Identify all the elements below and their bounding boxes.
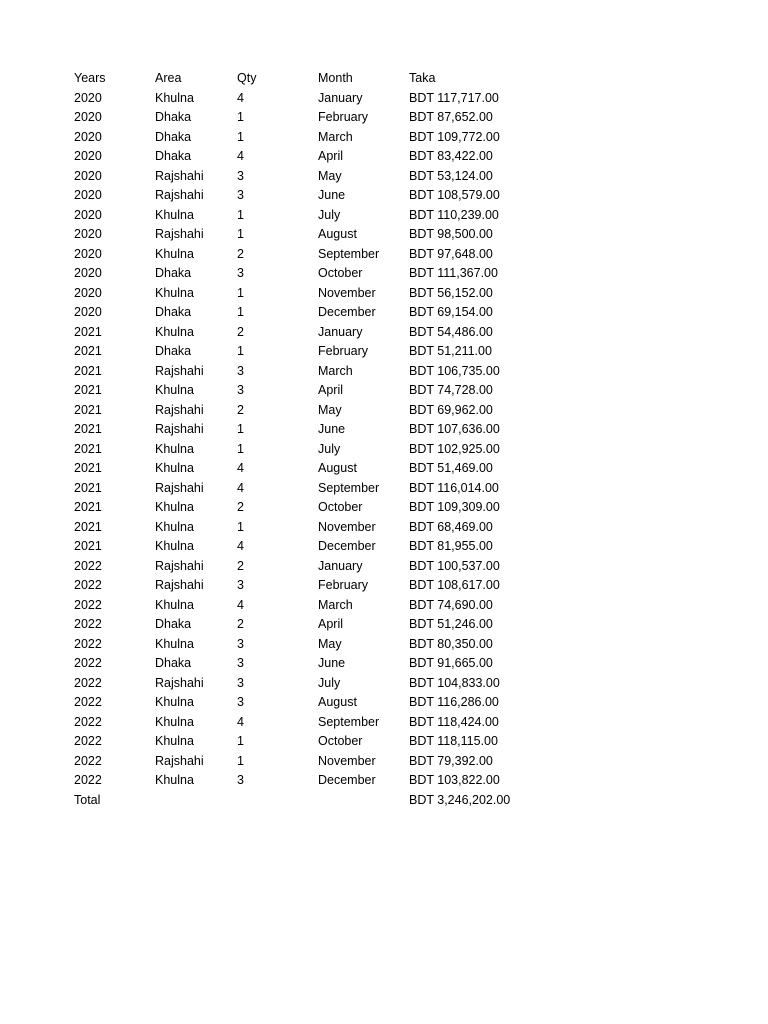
cell-taka: BDT 51,469.00	[409, 461, 493, 475]
cell-qty: 3	[237, 773, 244, 787]
cell-qty: 2	[237, 617, 244, 631]
cell-taka: BDT 56,152.00	[409, 285, 493, 300]
cell-year: 2022	[74, 675, 102, 690]
table-row	[74, 596, 549, 616]
cell-area: Rajshahi	[155, 422, 204, 436]
cell-qty: 1	[237, 305, 244, 319]
table-row	[74, 537, 549, 557]
cell-qty: 4	[237, 539, 244, 553]
cell-taka: BDT 74,728.00	[409, 383, 493, 397]
cell-qty: 1	[237, 519, 244, 534]
cell-area: Khulna	[155, 461, 194, 475]
spreadsheet-table	[74, 69, 549, 810]
table-row	[74, 167, 549, 187]
cell-year: 2021	[74, 480, 102, 495]
cell-taka: BDT 108,579.00	[409, 188, 500, 202]
cell-month: August	[318, 227, 357, 241]
table-row	[74, 693, 549, 713]
cell-area: Rajshahi	[155, 675, 204, 690]
cell-year: 2022	[74, 597, 102, 612]
table-row	[74, 89, 549, 109]
cell-qty: 4	[237, 480, 244, 495]
table-body	[74, 89, 549, 791]
cell-area: Khulna	[155, 324, 194, 339]
cell-area: Rajshahi	[155, 402, 204, 417]
cell-year: 2022	[74, 695, 102, 709]
cell-taka: BDT 109,309.00	[409, 500, 500, 514]
total-label: Total	[74, 792, 101, 807]
cell-year: 2020	[74, 305, 102, 319]
table-row	[74, 186, 549, 206]
header-taka: Taka	[409, 71, 436, 85]
cell-month: February	[318, 344, 369, 358]
cell-taka: BDT 69,962.00	[409, 402, 493, 417]
cell-month: December	[318, 773, 376, 787]
cell-area: Khulna	[155, 246, 194, 261]
cell-month: January	[318, 90, 363, 105]
table-row	[74, 323, 549, 343]
cell-year: 2021	[74, 539, 102, 553]
cell-year: 2022	[74, 656, 102, 670]
cell-month: March	[318, 363, 353, 378]
cell-taka: BDT 53,124.00	[409, 168, 493, 183]
cell-qty: 1	[237, 285, 244, 300]
cell-year: 2020	[74, 227, 102, 241]
table-row	[74, 654, 549, 674]
table-row	[74, 108, 549, 128]
cell-month: March	[318, 129, 353, 144]
cell-year: 2021	[74, 344, 102, 358]
cell-month: April	[318, 149, 344, 163]
cell-month: December	[318, 305, 376, 319]
cell-year: 2021	[74, 402, 102, 417]
cell-qty: 2	[237, 324, 244, 339]
cell-qty: 1	[237, 734, 244, 748]
cell-year: 2021	[74, 500, 102, 514]
table-row	[74, 362, 549, 382]
cell-taka: BDT 87,652.00	[409, 110, 493, 124]
cell-year: 2020	[74, 168, 102, 183]
cell-taka: BDT 103,822.00	[409, 773, 500, 787]
cell-month: June	[318, 422, 346, 436]
table-row	[74, 342, 549, 362]
cell-qty: 1	[237, 422, 244, 436]
cell-qty: 3	[237, 656, 244, 670]
cell-year: 2022	[74, 558, 102, 573]
cell-year: 2021	[74, 324, 102, 339]
cell-area: Khulna	[155, 285, 194, 300]
cell-year: 2020	[74, 246, 102, 261]
cell-area: Dhaka	[155, 266, 192, 280]
cell-qty: 1	[237, 753, 244, 768]
cell-year: 2021	[74, 441, 102, 456]
cell-area: Rajshahi	[155, 168, 204, 183]
cell-month: February	[318, 110, 369, 124]
cell-taka: BDT 118,115.00	[409, 734, 498, 748]
table-row	[74, 225, 549, 245]
table-row	[74, 264, 549, 284]
cell-qty: 1	[237, 129, 244, 144]
cell-month: October	[318, 734, 363, 748]
cell-area: Khulna	[155, 734, 194, 748]
table-row	[74, 245, 549, 265]
cell-year: 2022	[74, 773, 102, 787]
header-qty: Qty	[237, 71, 257, 85]
cell-qty: 1	[237, 110, 244, 124]
cell-area: Khulna	[155, 500, 194, 514]
cell-year: 2020	[74, 129, 102, 144]
cell-area: Rajshahi	[155, 227, 204, 241]
cell-qty: 1	[237, 344, 244, 358]
cell-year: 2022	[74, 578, 102, 592]
cell-month: August	[318, 461, 357, 475]
cell-area: Dhaka	[155, 656, 192, 670]
table-row	[74, 440, 549, 460]
cell-year: 2022	[74, 753, 102, 768]
cell-qty: 3	[237, 383, 244, 397]
cell-taka: BDT 108,617.00	[409, 578, 500, 592]
table-row	[74, 732, 549, 752]
cell-qty: 4	[237, 597, 244, 612]
table-row	[74, 713, 549, 733]
table-row	[74, 752, 549, 772]
table-row	[74, 635, 549, 655]
cell-year: 2020	[74, 90, 102, 105]
cell-area: Khulna	[155, 695, 194, 709]
cell-year: 2020	[74, 285, 102, 300]
table-row	[74, 576, 549, 596]
cell-month: January	[318, 324, 363, 339]
cell-taka: BDT 80,350.00	[409, 636, 493, 651]
cell-taka: BDT 97,648.00	[409, 246, 493, 261]
table-row	[74, 401, 549, 421]
cell-taka: BDT 100,537.00	[409, 558, 500, 573]
cell-taka: BDT 81,955.00	[409, 539, 493, 553]
cell-month: February	[318, 578, 369, 592]
cell-year: 2022	[74, 734, 102, 748]
cell-month: April	[318, 383, 344, 397]
cell-qty: 1	[237, 227, 244, 241]
cell-qty: 3	[237, 363, 244, 378]
cell-qty: 3	[237, 695, 244, 709]
cell-qty: 3	[237, 636, 244, 651]
cell-area: Rajshahi	[155, 578, 204, 592]
cell-year: 2020	[74, 266, 102, 280]
cell-area: Rajshahi	[155, 558, 204, 573]
cell-area: Dhaka	[155, 617, 192, 631]
cell-qty: 4	[237, 90, 244, 105]
cell-year: 2020	[74, 188, 102, 202]
header-month: Month	[318, 71, 353, 85]
cell-taka: BDT 51,246.00	[409, 617, 493, 631]
cell-year: 2022	[74, 617, 102, 631]
cell-month: September	[318, 480, 380, 495]
cell-year: 2020	[74, 110, 102, 124]
cell-year: 2022	[74, 714, 102, 729]
table-row	[74, 771, 549, 791]
cell-taka: BDT 68,469.00	[409, 519, 493, 534]
cell-qty: 3	[237, 578, 244, 592]
cell-area: Dhaka	[155, 305, 192, 319]
cell-area: Dhaka	[155, 149, 192, 163]
cell-month: May	[318, 402, 342, 417]
table-row	[74, 615, 549, 635]
table-row	[74, 303, 549, 323]
total-row	[74, 791, 549, 811]
cell-taka: BDT 104,833.00	[409, 675, 500, 690]
cell-year: 2020	[74, 207, 102, 222]
cell-taka: BDT 91,665.00	[409, 656, 493, 670]
cell-taka: BDT 69,154.00	[409, 305, 493, 319]
cell-qty: 3	[237, 675, 244, 690]
cell-taka: BDT 83,422.00	[409, 149, 493, 163]
cell-taka: BDT 107,636.00	[409, 422, 500, 436]
cell-taka: BDT 79,392.00	[409, 753, 493, 768]
cell-month: October	[318, 266, 363, 280]
cell-month: September	[318, 714, 380, 729]
table-row	[74, 518, 549, 538]
cell-qty: 3	[237, 168, 244, 183]
cell-area: Rajshahi	[155, 188, 204, 202]
cell-qty: 4	[237, 714, 244, 729]
cell-taka: BDT 109,772.00	[409, 129, 500, 144]
cell-taka: BDT 98,500.00	[409, 227, 493, 241]
cell-month: July	[318, 207, 341, 222]
cell-month: March	[318, 597, 353, 612]
cell-year: 2020	[74, 149, 102, 163]
cell-taka: BDT 116,014.00	[409, 480, 499, 495]
cell-area: Dhaka	[155, 129, 192, 144]
cell-area: Rajshahi	[155, 753, 204, 768]
cell-month: January	[318, 558, 363, 573]
cell-qty: 1	[237, 207, 244, 222]
table-row	[74, 498, 549, 518]
header-area: Area	[155, 71, 182, 85]
cell-area: Rajshahi	[155, 480, 204, 495]
cell-area: Khulna	[155, 441, 194, 456]
cell-month: July	[318, 675, 341, 690]
cell-taka: BDT 110,239.00	[409, 207, 499, 222]
cell-area: Khulna	[155, 539, 194, 553]
cell-area: Rajshahi	[155, 363, 204, 378]
cell-month: April	[318, 617, 344, 631]
cell-area: Khulna	[155, 90, 194, 105]
table-row	[74, 381, 549, 401]
cell-area: Khulna	[155, 519, 194, 534]
table-row	[74, 128, 549, 148]
cell-month: October	[318, 500, 363, 514]
cell-area: Khulna	[155, 773, 194, 787]
cell-month: November	[318, 519, 376, 534]
cell-month: September	[318, 246, 380, 261]
cell-qty: 2	[237, 558, 244, 573]
cell-taka: BDT 102,925.00	[409, 441, 500, 456]
table-row	[74, 420, 549, 440]
cell-month: December	[318, 539, 376, 553]
cell-area: Dhaka	[155, 110, 192, 124]
header-years: Years	[74, 71, 106, 85]
table-row	[74, 206, 549, 226]
cell-month: June	[318, 188, 346, 202]
table-row	[74, 284, 549, 304]
cell-qty: 4	[237, 149, 244, 163]
table-row	[74, 459, 549, 479]
cell-month: August	[318, 695, 357, 709]
cell-taka: BDT 54,486.00	[409, 324, 493, 339]
cell-qty: 4	[237, 461, 244, 475]
table-row	[74, 479, 549, 499]
cell-year: 2021	[74, 519, 102, 534]
table-row	[74, 674, 549, 694]
cell-taka: BDT 118,424.00	[409, 714, 499, 729]
table-row	[74, 147, 549, 167]
cell-month: November	[318, 285, 376, 300]
cell-month: May	[318, 636, 342, 651]
cell-taka: BDT 106,735.00	[409, 363, 500, 378]
cell-year: 2022	[74, 636, 102, 651]
cell-month: June	[318, 656, 346, 670]
cell-qty: 3	[237, 188, 244, 202]
cell-taka: BDT 51,211.00	[409, 344, 492, 358]
cell-year: 2021	[74, 363, 102, 378]
cell-qty: 2	[237, 402, 244, 417]
cell-taka: BDT 116,286.00	[409, 695, 499, 709]
cell-area: Khulna	[155, 714, 194, 729]
cell-area: Khulna	[155, 597, 194, 612]
cell-year: 2021	[74, 383, 102, 397]
cell-year: 2021	[74, 422, 102, 436]
cell-area: Khulna	[155, 636, 194, 651]
cell-taka: BDT 111,367.00	[409, 266, 498, 280]
table-row	[74, 557, 549, 577]
cell-qty: 1	[237, 441, 244, 456]
header-row	[74, 69, 549, 89]
cell-qty: 3	[237, 266, 244, 280]
cell-month: May	[318, 168, 342, 183]
cell-area: Dhaka	[155, 344, 192, 358]
cell-qty: 2	[237, 500, 244, 514]
cell-taka: BDT 117,717.00	[409, 90, 499, 105]
cell-year: 2021	[74, 461, 102, 475]
cell-month: November	[318, 753, 376, 768]
cell-area: Khulna	[155, 207, 194, 222]
cell-qty: 2	[237, 246, 244, 261]
cell-month: July	[318, 441, 341, 456]
cell-area: Khulna	[155, 383, 194, 397]
total-taka: BDT 3,246,202.00	[409, 792, 511, 807]
cell-taka: BDT 74,690.00	[409, 597, 493, 612]
